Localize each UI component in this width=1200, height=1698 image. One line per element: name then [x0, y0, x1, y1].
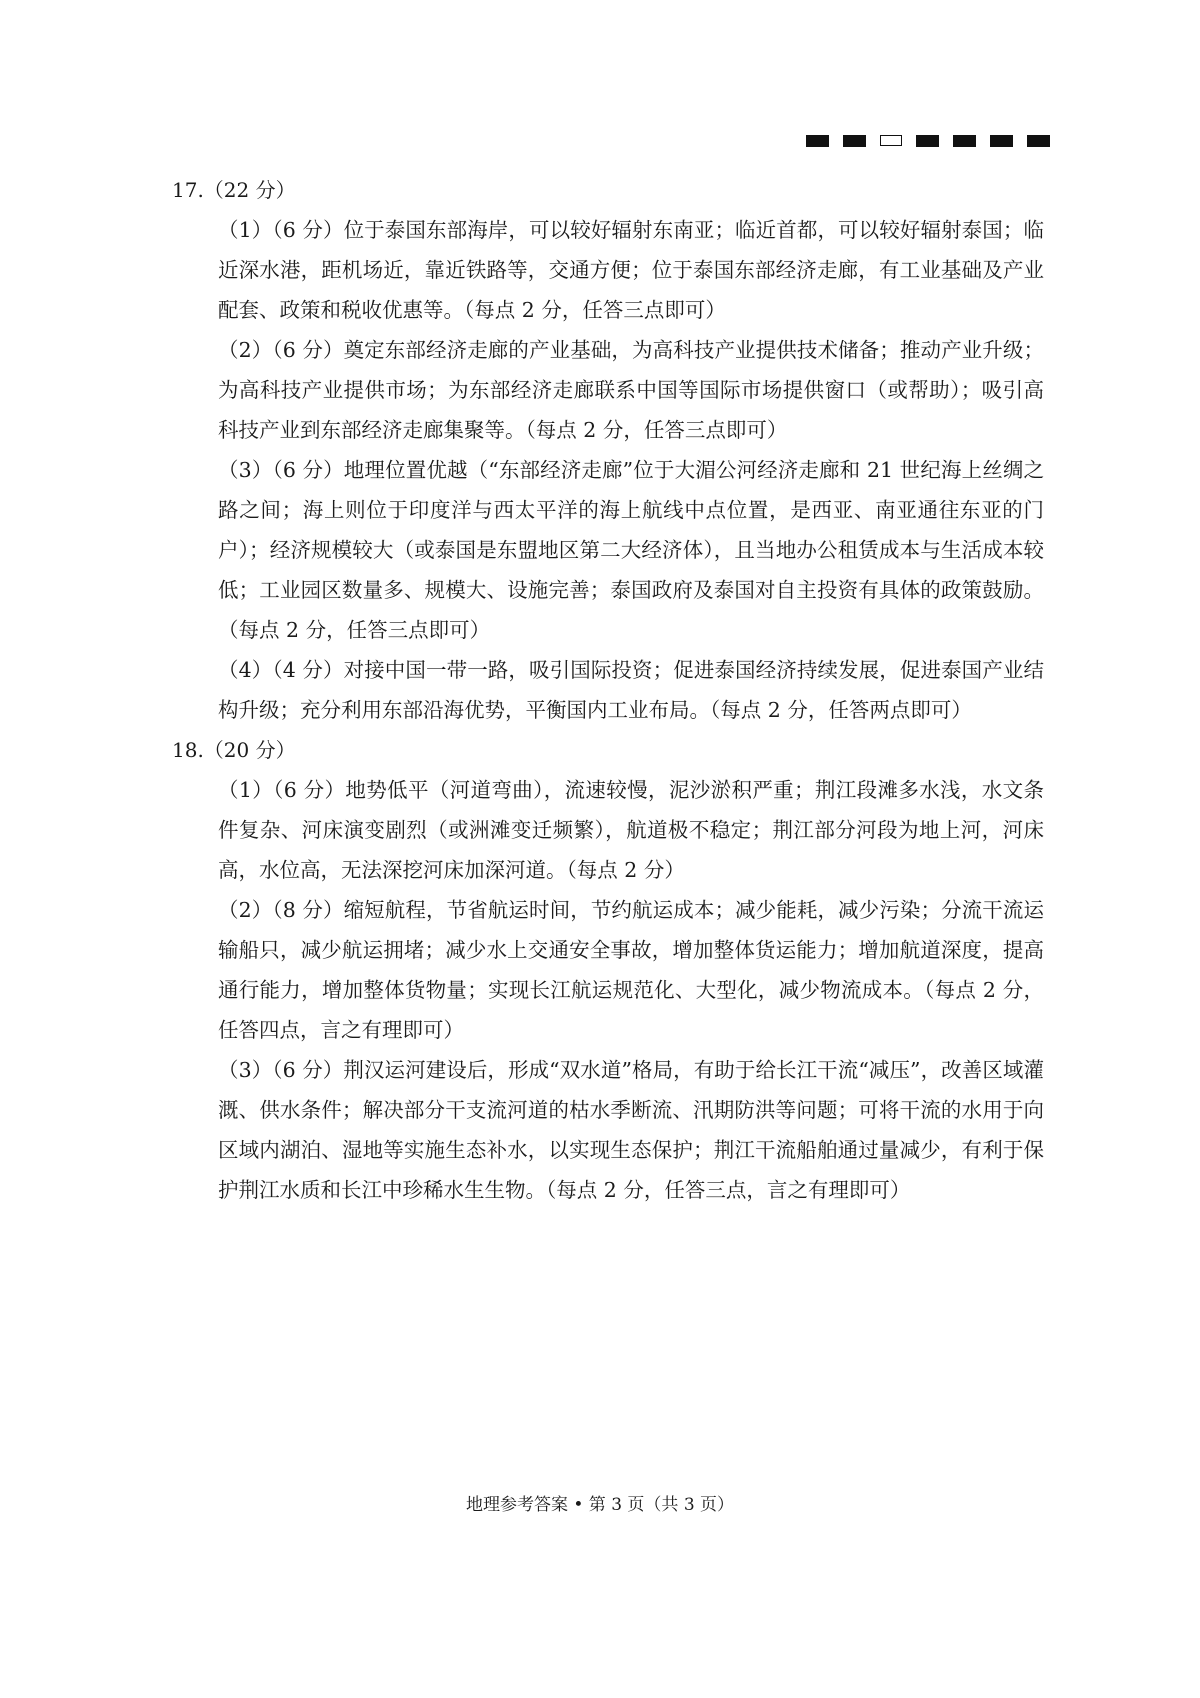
page-footer: 地理参考答案 • 第 3 页（共 3 页） [465, 1495, 735, 1515]
answer-part: （1）（6 分）地势低平（河道弯曲），流速较慢，泥沙淤积严重；荆江段滩多水浅，水文条件复杂、河床演变剧烈（或洲滩变迁频繁），航道极不稳定；荆江部分河段为地上河，河床高，水位高，无法深挖河床加深河道。（每点 2 分） [218, 778, 1044, 882]
header-mark [990, 135, 1013, 147]
question-heading: 18.（20 分） [172, 738, 296, 762]
answer-content [172, 170, 1044, 1210]
question-17 [172, 170, 1044, 730]
answer-part: （2）（6 分）奠定东部经济走廊的产业基础，为高科技产业提供技术储备；推动产业升级；为高科技产业提供市场；为东部经济走廊联系中国等国际市场提供窗口（或帮助）；吸引高科技产业到东部经济走廊集聚等。（每点 2 分，任答三点即可） [218, 338, 1044, 442]
question-18 [172, 730, 1044, 1210]
answer-part: （3）（6 分）荆汉运河建设后，形成“双水道”格局，有助于给长江干流“减压”，改善区域灌溉、供水条件；解决部分干支流河道的枯水季断流、汛期防洪等问题；可将干流的水用于向区域内湖泊、湿地等实施生态补水，以实现生态保护；荆江干流船舶通过量减少，有利于保护荆江水质和长江中珍稀水生生物。（每点 2 分，任答三点，言之有理即可） [218, 1058, 1044, 1202]
header-mark [843, 135, 866, 147]
header-mark [916, 135, 939, 147]
question-heading: 17.（22 分） [172, 178, 296, 202]
header-mark [953, 135, 976, 147]
header-mark [1027, 135, 1050, 147]
header-mark [880, 135, 902, 146]
header-mark [806, 135, 829, 147]
answer-part: （2）（8 分）缩短航程，节省航运时间，节约航运成本；减少能耗，减少污染；分流干流运输船只，减少航运拥堵；减少水上交通安全事故，增加整体货运能力；增加航道深度，提高通行能力，增加整体货物量；实现长江航运规范化、大型化，减少物流成本。（每点 2 分，任答四点，言之有理即可） [218, 898, 1044, 1042]
answer-part: （1）（6 分）位于泰国东部海岸，可以较好辐射东南亚；临近首都，可以较好辐射泰国；临近深水港，距机场近，靠近铁路等，交通方便；位于泰国东部经济走廊，有工业基础及产业配套、政策和税收优惠等。（每点 2 分，任答三点即可） [218, 218, 1044, 322]
header-marks [806, 135, 1050, 147]
answer-part: （3）（6 分）地理位置优越（“东部经济走廊”位于大湄公河经济走廊和 21 世纪海上丝绸之路之间；海上则位于印度洋与西太平洋的海上航线中点位置，是西亚、南亚通往东亚的门户）；经济规模较大（或泰国是东盟地区第二大经济体），且当地办公租赁成本与生活成本较低；工业园区数量多、规模大、设施完善；泰国政府及泰国对自主投资有具体的政策鼓励。（每点 2 分，任答三点即可） [218, 458, 1044, 642]
answer-part: （4）（4 分）对接中国一带一路，吸引国际投资；促进泰国经济持续发展，促进泰国产业结构升级；充分利用东部沿海优势，平衡国内工业布局。（每点 2 分，任答两点即可） [218, 658, 1044, 722]
